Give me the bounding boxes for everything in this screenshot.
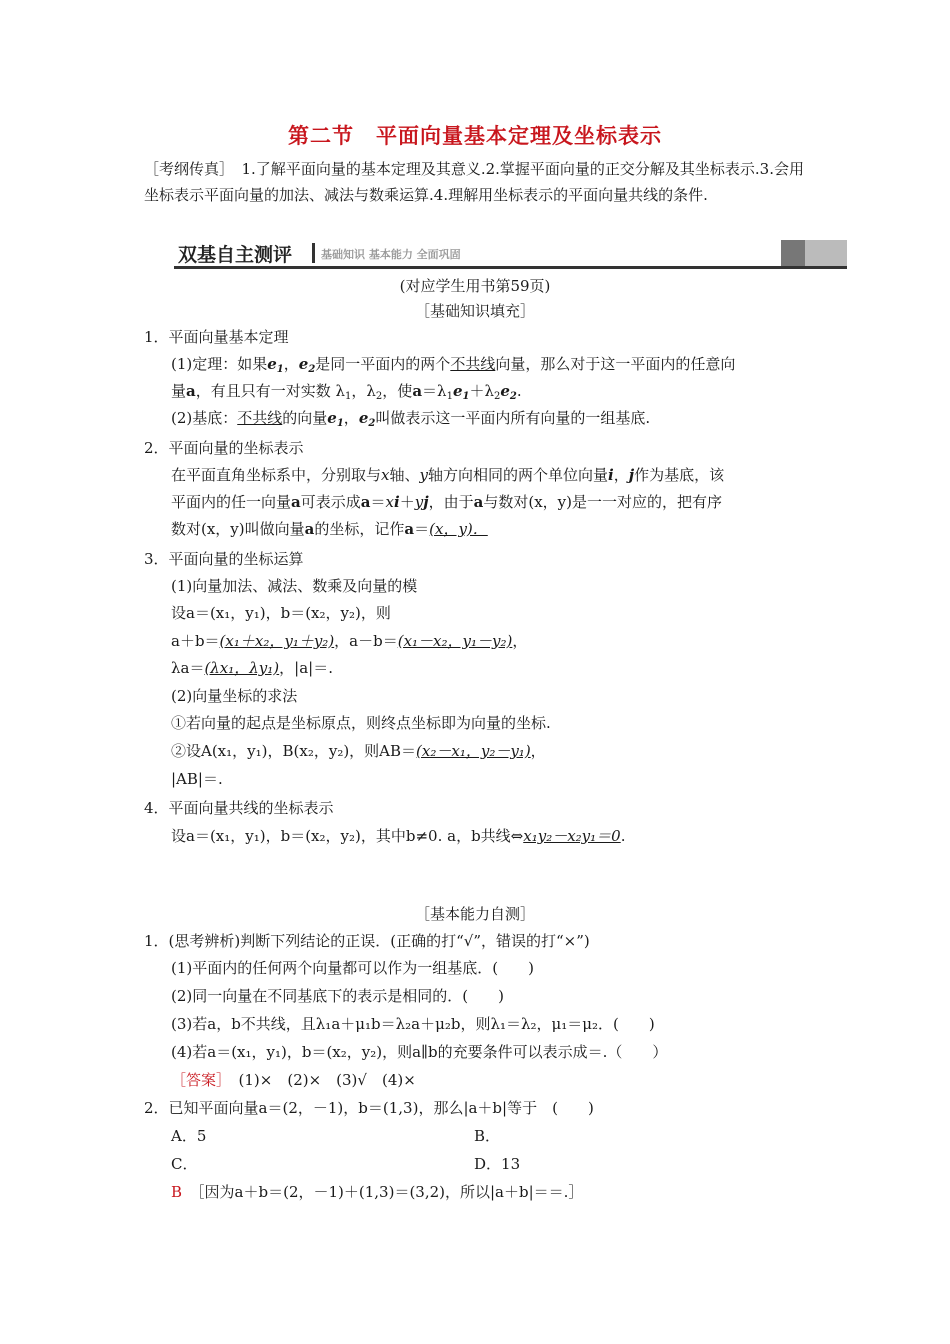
knowledge-1-line-1: (1)定理：如果$e_1$，$e_2$是同一平面内的两个不共线向量，那么对于这一平面内的任意向 [171, 355, 736, 375]
answer-letter: B [171, 1183, 183, 1201]
text: 轴、 [389, 466, 420, 484]
option-d: D．13 [474, 1155, 521, 1173]
subsection-heading-basics: ［基础知识填充］ [414, 302, 535, 320]
text: (2)基底： [171, 409, 238, 427]
knowledge-3-line-3 [171, 657, 333, 678]
text: 作为基底，该 [634, 466, 725, 484]
page-reference: (对应学生用书第59页) [399, 277, 551, 295]
subsection-heading-ability: ［基本能力自测］ [414, 905, 535, 923]
blank-answer: 不共线 [450, 355, 496, 373]
question-1-item-3: (3)若a，b不共线，且λ₁a＋μ₁b＝λ₂a＋μ₂b，则λ₁＝λ₂，μ₁＝μ₂．( ) [171, 1015, 655, 1033]
answer-label: ［答案］ [171, 1071, 224, 1089]
text: 的坐标，记作 [314, 520, 405, 538]
question-1-item-1: (1)平面内的任何两个向量都可以作为一组基底．( ) [171, 959, 534, 977]
math-a: a [412, 382, 423, 400]
knowledge-4-line-1 [171, 825, 626, 846]
text: ，使 [382, 382, 413, 400]
question-1-answer [171, 1069, 416, 1090]
text: λa＝ [171, 659, 205, 677]
question-2-answer [171, 1181, 583, 1202]
text: 是同一平面内的两个 [315, 355, 451, 373]
text: 量 [171, 382, 187, 400]
knowledge-2-heading: 2．平面向量的坐标表示 [144, 439, 304, 457]
knowledge-3-line-6: |AB|＝. [171, 770, 223, 788]
banner-light-block [805, 240, 847, 266]
text: ，有且只有一对实数 λ [195, 382, 346, 400]
math-a: a [186, 382, 196, 400]
math-e1: $e_1$ [327, 409, 344, 429]
question-1-item-2: (2)同一向量在不同基底下的表示是相同的．( ) [171, 987, 504, 1005]
text: ，|a|＝. [279, 659, 333, 677]
text: 的向量 [282, 409, 328, 427]
knowledge-1-line-3: (2)基底：不共线的向量$e_1$，$e_2$叫做表示这一平面内所有向量的一组基底. [171, 409, 651, 429]
text: 可表示成 [300, 493, 361, 511]
knowledge-2-line-2: 平面内的任一向量a可表示成a＝xi＋yj，由于a与数对(x，y)是一一对应的，把有序 [171, 493, 723, 511]
text: ＝λ [422, 382, 447, 400]
text: . [620, 827, 626, 845]
text: ，a－b＝ [334, 632, 398, 650]
math-e2: $e_2$ [500, 382, 517, 402]
blank-answer: 不共线 [237, 409, 283, 427]
knowledge-3-sub-2: (2)向量坐标的求法 [171, 687, 298, 705]
text: 叫做表示这一平面内所有向量的一组基底. [375, 409, 651, 427]
option-a: A．5 [171, 1127, 207, 1145]
text: ②设A(x₁，y₁)，B(x₂，y₂)，则AB＝ [171, 742, 417, 760]
answer-text: (1)× (2)× (3)√ (4)× [238, 1071, 416, 1089]
text: 向量，那么对于这一平面内的任意向 [495, 355, 736, 373]
banner-title: 双基自主测评 [178, 244, 293, 266]
knowledge-3-line-2 [171, 630, 527, 651]
option-b: B． [474, 1127, 501, 1145]
knowledge-3-line-1: 设a＝(x₁，y₁)，b＝(x₂，y₂)，则 [171, 604, 391, 622]
question-1-heading: 1．(思考辨析)判断下列结论的正误．(正确的打“√”，错误的打“×”) [144, 932, 590, 950]
math-e1: $e_1$ [267, 355, 284, 375]
text: 与数对(x，y)是一一对应的，把有序 [483, 493, 723, 511]
knowledge-2-line-1: 在平面直角坐标系中，分别取与x轴、y轴方向相同的两个单位向量i，j作为基底，该 [171, 466, 725, 484]
math-i: i [608, 466, 614, 484]
answer-explanation: ［因为a＋b＝(2，－1)＋(1,3)＝(3,2)，所以|a＋b|＝＝.］ [197, 1183, 584, 1201]
knowledge-1-heading: 1．平面向量基本定理 [144, 328, 289, 346]
math-e2: $e_2$ [298, 355, 316, 375]
section-title: 第二节 平面向量基本定理及坐标表示 [288, 123, 662, 148]
text: ，由于 [428, 493, 474, 511]
math-j: j [628, 466, 635, 484]
blank-answer: (λx₁，λy₁) [204, 659, 280, 677]
text: 设a＝(x₁，y₁)，b＝(x₂，y₂)，其中b≠0. a，b共线⇔ [171, 827, 524, 845]
knowledge-4-heading: 4．平面向量共线的坐标表示 [144, 799, 334, 817]
text: ＋λ [469, 382, 494, 400]
blank-answer: (x₂－x₁，y₂－y₁) [416, 742, 531, 760]
text: ， [512, 632, 528, 650]
text: ，λ [351, 382, 376, 400]
section-banner [174, 238, 847, 269]
text: 在平面直角坐标系中，分别取与 [171, 466, 382, 484]
text: (1)定理：如果 [171, 355, 268, 373]
knowledge-3-sub-1: (1)向量加法、减法、数乘及向量的模 [171, 577, 418, 595]
knowledge-3-heading: 3．平面向量的坐标运算 [144, 550, 304, 568]
math-e1: $e_1$ [452, 382, 470, 402]
question-1-item-4: (4)若a＝(x₁，y₁)，b＝(x₂，y₂)，则a∥b的充要条件可以表示成＝.（ ） [171, 1043, 668, 1061]
knowledge-1-line-2: 量a，有且只有一对实数 $\lambda_1$，$\lambda_2$，使$a=\lambda_1e_1+\lambda_2e_2$. [171, 382, 522, 402]
banner-divider [312, 243, 315, 263]
banner-subtitle: 基础知识 基本能力 全面巩固 [321, 248, 461, 261]
syllabus-paragraph: ［考纲传真］ 1.了解平面向量的基本定理及其意义.2.掌握平面向量的正交分解及其坐标表示.3.会用坐标表示平面向量的加法、减法与数乘运算.4.理解用坐标表示的平面向量共线的条件. [144, 160, 804, 204]
text: 轴方向相同的两个单位向量 [427, 466, 608, 484]
blank-answer: (x₁－x₂，y₁－y₂) [397, 632, 513, 650]
blank-answer: x₁y₂－x₂y₁＝0 [523, 827, 621, 845]
blank-answer: (x₁＋x₂，y₁＋y₂) [219, 632, 335, 650]
knowledge-3-line-5 [171, 740, 546, 761]
math-e2: $e_2$ [358, 409, 376, 429]
knowledge-2-line-3: 数对(x，y)叫做向量a的坐标，记作a＝(x，y)． [171, 520, 488, 538]
knowledge-3-line-4: ①若向量的起点是坐标原点，则终点坐标即为向量的坐标. [171, 714, 551, 732]
blank-answer: (x，y)． [429, 520, 488, 538]
banner-dark-block [781, 240, 805, 266]
question-2-heading: 2．已知平面向量a＝(2，－1)，b＝(1,3)，那么|a＋b|等于 ( ) [144, 1099, 594, 1117]
text: 平面内的任一向量 [171, 493, 292, 511]
option-c: C． [171, 1155, 198, 1173]
text: 数对(x，y)叫做向量 [171, 520, 305, 538]
text: ， [530, 742, 546, 760]
text: a＋b＝ [171, 632, 220, 650]
